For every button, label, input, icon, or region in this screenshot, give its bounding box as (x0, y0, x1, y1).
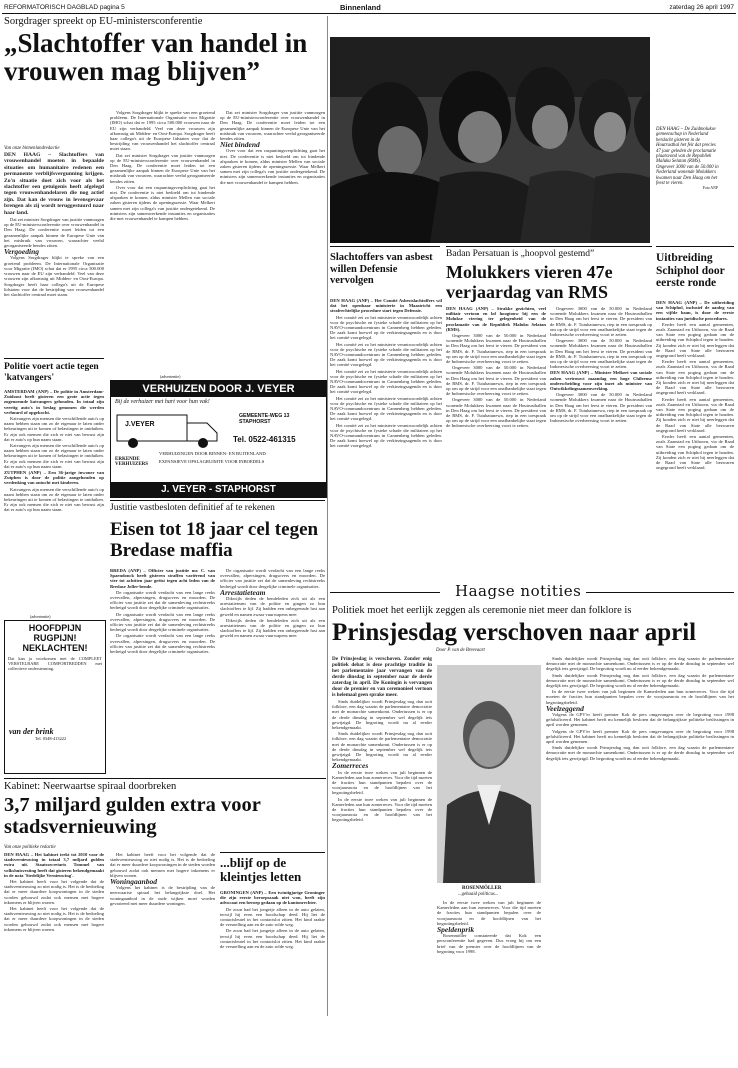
schiphol-headline: Uitbreiding Schiphol door eerste ronde (656, 252, 725, 289)
notities-body-4: Sinds duidelijker wordt Prinsjesdag nog dan ooit folklore, een dag waarin de parlementaire democratie met de monarchie samenkomt. Ondertussen is er op de derde dinsdag in september wel degelijk iets gewijzigd. De begroting wordt nu al eerder bekendgemaakt. (546, 672, 734, 689)
kabinet-body-3: Het kabinet heeft voor het volgende dat de stadsvernieuwing zo niet nodig is. Het is de bedoeling dat er meer duurdere koopwoningen in de steden worden gebouwd zodat ook mensen met hogere inkomens er blijven wonen. (110, 852, 215, 878)
kleintjes-rule (220, 852, 325, 853)
justitie-body2-b: Dikwijls deden de bendeleden zich uit als een arrestatieteam van de politie en gingen zo hun slachtoffers te lijf. Zij hadden een onbegrensde lust aan geweld en namen zwaar vuurwapens mee. (220, 617, 325, 639)
notities-column-1 (332, 656, 432, 1016)
kabinet-rule (4, 778, 326, 779)
justitie-rule (110, 500, 325, 501)
schiphol-text: Eerder heeft een aantal gemeenten, zoals Zaanstad en Uithoorn, via de Raad van State een poging gedaan om de uitbreiding van Schiphol tegen te houden. Zij konden zich er niet bij neerleggen dat de Raad van State alle bezwaren ongegrond heeft verklaard. (656, 321, 734, 359)
katvangers-body (4, 389, 104, 565)
asbest-rule (330, 246, 440, 247)
rosenmoller-photo (437, 665, 541, 883)
justitie-body-3: De organisatie wordt verdacht van een lange reeks overvallen, afpersingen, drugsovers en moorden. De officier van justitie zei dat de samenleving rechtstreeks bedreigd wordt door dergelijke criminele organisaties. (110, 633, 215, 655)
justitie-headline: Eisen tot 18 jaar cel tegen Bredase maffia (110, 519, 319, 561)
rosenmoller-name: ROSENMÖLLER (462, 886, 502, 891)
notities-body4: Volgens de GPV'er heeft premier Kok de pers omgevangen over de begroting voor 1998 gefalsificeerd. Het kabinet heeft nu kennelijk besloten dat de belangrijkste politieke beslissingen in april worden genomen. (546, 712, 734, 728)
asbest-lead: DEN HAAG (ANP) – Het Comité Asbestslachtoffers wil dat het openbaar ministerie in Maastricht een strafrechtelijke procedure start tegen Defensie. (330, 298, 442, 314)
asbest-body (330, 298, 442, 578)
molukkers-melkert: DEN HAAG (ANP) – Minister Melkert van sociale zaken vertrouwt maandag een hoge Chileense onderscheiding voor zijn inzet als minister van Ontwikkelingssamenwerking. (550, 370, 652, 392)
justitie-column-2 (220, 568, 325, 768)
page-header-right: zaterdag 26 april 1997 (669, 4, 734, 11)
notities-body3: Rosenmöller constateerde dat Kok een persconferentie had gegeven. Dus vroeg hij om een brief van de premier over de hoofdlijnen van de begroting voor 1998. (437, 933, 541, 954)
katvangers-lead: AMSTERDAM (ANP) – De politie in Amsterdam-Zuidoost heeft gisteren een grote actie tegen zogenoemde katvangers gehouden. In totaal zijn veertig auto's in beslag genomen die werden verhuurd of opgekocht. (4, 389, 104, 415)
kleintjes-lead: GRONINGEN (ANP) – Een twintigjarige Groninger die zijn eerste beroepszaak niet won, heeft zijn advocaat een beroep gedaan op de kantonrechter. (220, 890, 325, 906)
molukkers-kicker: Badan Persatuan is „hoopvol gestemd” (446, 249, 595, 259)
molukkers-rule (446, 246, 652, 247)
notities-lead: De Prinsjesdag is verschoven. Zonder enig politiek debat is deze prachtige traditie in het parlementaire jaar vervangen van de derde dinsdag in september naar de derde zaterdag in april. De Koningin is vervangen door de premier en van ceremonieel vertoon is helemaal geen sprake meer. (332, 656, 432, 698)
page-header-left: REFORMATORISCH DAGBLAD pagina 5 (4, 4, 125, 11)
eu-subhead: Vergoeding (4, 247, 40, 257)
eu-body3: Over voor dat een raspuntingsverplichting gaat het niet. De conferentie is niet bedoeld om tot bindende afspraken te komen, aldus minister Mellen van sociale zaken gisteren tijdens de openingssessie. Waar Melkert samen met zijn collega's van justitie ondergetekend. De ministers zijn samenwerkende instanties en organisaties die met vrouwenhandel te kampen hebben. (220, 148, 325, 185)
notities-body-5: Sinds duidelijker wordt Prinsjesdag nog dan ooit folklore, een dag waarin de parlementaire democratie met de monarchie samenkomt. Ondertussen is er op de derde dinsdag in september wel degelijk iets gewijzigd. De begroting wordt nu al eerder bekendgemaakt. (546, 745, 734, 761)
notities-subhead3: Veelzeggend (546, 703, 584, 713)
kabinet-lead: DEN HAAG – Het kabinet trekt tot 2010 voor de stadsvernieuwing in totaal 3,7 miljard gulden extra uit. Staatssecretaris Tommel van volkshuisvesting heeft dat gisteren bekendgemaakt in de nota 'Stedelijke Vernieuwing'. (4, 852, 104, 878)
notities-body2-c: In de eerste twee weken van juli beginnen de Kamerleden aan hun zomerreces. Voor die tijd moeten de fracties hun standpunten bepalen over de voorjaarsnota en de hoofdlijnen van het begrotingsbeleid. (437, 900, 541, 926)
kabinet-byline: Van onze politieke redactie (4, 845, 56, 850)
justitie-subhead: Arrestatieteam (220, 587, 266, 597)
eu-kicker: Sorgdrager spreekt op EU-ministersconferentie (4, 16, 203, 27)
column-divider-1 (327, 16, 328, 1016)
notities-body2-b: In de eerste twee weken van juli beginnen de Kamerleden aan hun zomerreces. Voor die tijd moeten de fracties hun standpunten bepalen over de voorjaarsnota en de hoofdlijnen van het begrotingsbeleid. (332, 796, 432, 823)
eu-body-b: Dat zei minister Sorgdrager van justitie vanmorgen op de EU-ministersconferentie over vrouwenhandel in Den Haag. De conferentie moet leiden tot een gezamenlijke aanpak binnen de Europese Unie van het misbruik van vrouwen, waarachter veelal georganiseerde bendes zitten. (110, 152, 215, 184)
main-photo (330, 37, 722, 243)
justitie-kicker: Justitie vastbesloten definitief af te rekenen (110, 503, 275, 513)
kabinet-subhead: Woningaanbod (110, 877, 157, 887)
molukkers-column-1 (446, 306, 546, 578)
ad-verhuizen-footer: J. VEYER - STAPHORST (111, 482, 326, 497)
ad-verhuizen-badge: ERKENDE VERHUIZERS (115, 457, 149, 467)
molukkers-lead: DEN HAAG (ANP) – Strakke gezichten, veel militair vertoon en lof hoogtouw bij een de Molukse viering ter gelegenheid van de proclamatie van de Republiek Maluku Selatan (RMS). (446, 306, 546, 332)
kleintjes-text: De zoon had het jongetje alleen in de auto gelaten, terwijl hij even een boodschap deed. Hij liet de contactsleutel in het contactslot zitten. Het kind raakte de versnelling aan en de auto rolde weg. (220, 906, 325, 928)
page-header-center: Binnenland (340, 3, 381, 12)
schiphol-text-4: Eerder heeft een aantal gemeenten, zoals Zaanstad en Uithoorn, via de Raad van State een poging gedaan om de uitbreiding van Schiphol tegen te houden. Zij konden zich er niet bij neerleggen dat de Raad van State alle bezwaren ongegrond heeft verklaard. (656, 434, 734, 471)
justitie-lead: BREDA (ANP) – Officier van justitie mr. C. van Spaendonck heeft gisteren straffen variërend van vier tot achttien jaar geëist tegen acht leden van de Bredase Joller-bende. (110, 568, 215, 589)
kabinet-headline: 3,7 miljard gulden extra voor stadsvernieuwing (4, 794, 261, 838)
notities-headline: Prinsjesdag verschoven naar april (332, 619, 697, 646)
katvangers-rule (4, 358, 104, 359)
notities-body2: In de eerste twee weken van juli beginnen de Kamerleden aan hun zomerreces. Voor die tijd moeten de fracties hun standpunten bepalen over de voorjaarsnota en de hoofdlijnen van het begrotingsbeleid. (332, 769, 432, 796)
kleintjes-body (220, 890, 325, 1018)
kleintjes-text-2: De zoon had het jongetje alleen in de auto gelaten, terwijl hij even een boodschap deed. Hij liet de contactsleutel in het contactslot zitten. Het kind raakte de versnelling aan en de auto rolde weg. (220, 928, 325, 950)
notities-banner: Haagse notities (455, 582, 582, 600)
notities-body4-b: Volgens de GPV'er heeft premier Kok de pers omgevangen over de begroting voor 1998 gefalsificeerd. Het kabinet heeft nu kennelijk besloten dat de belangrijkste politieke beslissingen in april worden genomen. (546, 728, 734, 745)
notities-body-2: Sinds duidelijker wordt Prinsjesdag nog dan ooit folklore, een dag waarin de parlementaire democratie met de monarchie samenkomt. Ondertussen is er op de derde dinsdag in september wel degelijk iets gewijzigd. De begroting wordt nu al eerder bekendgemaakt. (332, 731, 432, 763)
ad-verhuizen-tag: (advertentie) (160, 374, 181, 379)
eu-subhead2: Niet bindend (220, 140, 260, 150)
molukkers-body-2: Ongeveer 3000 van de 50.000 in Nederland wonende Molukkers kwamen naar de Houtrusthallen in Den Haag om het feest te vieren. De president van de RMS, dr. F. Tutuhatunewa, riep in een toespraak op om op de strijd voor een onafhankelijke staat tegen de Indonesische overheersing voort te zetten. (446, 365, 546, 397)
ad-hoofdpijn-body: Dat kan ja voorkomen met de COMPLEET VERSTELBARE COMFORTBEDDEN met collectieve ondersteuning. (8, 656, 102, 672)
asbest-text-2: Het comité zei zo het ministerie verantwoordelijk achten voor de psychische en fysieke schade die militairen op het NAVO-commandocentrum in Cannenberg hebben geleden. De zaak komt hoewel op de verkiezingsagenda en is door het comité voorgelegd. (330, 341, 442, 368)
molukkers-body: Ongeveer 3000 van de 50.000 in Nederland wonende Molukkers kwamen naar de Houtrusthallen in Den Haag om het feest te vieren. De president van de RMS, dr. F. Tutuhatunewa, riep in een toespraak op om op de strijd voor een onafhankelijke staat tegen de Indonesische overheersing voort te zetten. (446, 333, 546, 365)
eu-body3-a: Over voor dat een raspuntingsverplichting gaat het niet. De conferentie is niet bedoeld om tot bindende afspraken te komen, aldus minister Mellen van sociale zaken gisteren tijdens de openingssessie. Waar Melkert samen met zijn collega's van justitie ondergetekend. De ministers zijn samenwerkende instanties en organisaties die met vrouwenhandel te kampen hebben. (110, 184, 215, 222)
eu-body2-a: Volgens Sorgdrager blijkt te spreke van een groeiend probleem. De Internationale Organisatie voor Migratie (IMO) schat dat er 1995 circa 500.000 vrouwen naar de EU zijn verhandeld. Veel van deze vrouwen zijn afkomstig uit Midden- en Oost-Europa. Sorgdrager heeft haar collega's uit de Europese lidstaten voor dat de bestrijding van vrouwenhandel het slachtoffer centraal moet staan. (4, 255, 104, 297)
kabinet-column-1 (4, 852, 104, 1018)
truck-icon (115, 411, 233, 453)
schiphol-rule (656, 246, 734, 247)
zutphen-lead: ZUTPHEN (ANP) – Een 36-jarige inwoner van Zutphen is door de politie aangehouden op verdenking van ontucht met kinderen. (4, 470, 104, 486)
eu-body: Dat zei minister Sorgdrager van justitie vanmorgen op de EU-ministersconferentie over vrouwenhandel in Den Haag. De conferentie moet leiden tot een gezamenlijke aanpak binnen de Europese Unie van het misbruik van vrouwen, waarachter veelal georganiseerde bendes zitten. (4, 217, 104, 249)
katvangers-text-2: Katvangers zijn mensen die verschillende auto's op naam hebben staan om zo de eigenaar te laten onder bekeuringen uit te komen of belastingen te ontduiken. Er zijn ook mensen die zich er niet van bewust zijn dat er auto's op hun naam staan. (4, 443, 104, 469)
ad-verhuizen-services2: EXPANSIEVE OPSLAGRUIMTE VOOR INBOEDELS (159, 459, 265, 464)
justitie-body-2: De organisatie wordt verdacht van een lange reeks overvallen, afpersingen, drugsovers en moorden. De officier van justitie zei dat de samenleving rechtstreeks bedreigd wordt door dergelijke criminele organisaties. (110, 611, 215, 633)
schiphol-body (656, 300, 734, 590)
kabinet-body2: Volgens het kabinet is de bestrijding van de neerwaartse spiraal het belangrijkste doel. Het woningaanbod in de oude wijken moet worden gevarieerd met meer duurdere woningen. (110, 885, 215, 906)
ad-verhuizen-title: VERHUIZEN DOOR J. VEYER (111, 381, 326, 397)
eu-lead: DEN HAAG – Slachtoffers van vrouwenhandel moeten in bepaalde situaties om humanitaire redenen een permanente verblijfsvergunning krijgen. Zo'n situatie doet zich voor als het slachtoffer een getuigenis heeft afgelegd tegen vrouwenhandelaren die nog actief zijn. Dat kan de vrouw in levensgevaar brengen als zij wordt teruggestuurd naar haar land. (4, 152, 104, 216)
ad-hoofdpijn-contact: Tel. 0348-413222 (35, 736, 67, 741)
eu-headline: „Slachtoffer van handel in vrouwen mag blijven” (4, 28, 308, 86)
ad-verhuizen-address: GEMEENTE-WEG 13 STAPHORST (239, 413, 290, 425)
eu-byline: Van onze binnenlandredactie (4, 146, 60, 151)
eu-body-c: Dat zei minister Sorgdrager van justitie vanmorgen op de EU-ministersconferentie over vrouwenhandel in Den Haag. De conferentie moet leiden tot een gezamenlijke aanpak binnen de Europese Unie van het misbruik van vrouwen, waarachter veelal georganiseerde bendes zitten. (220, 110, 325, 142)
notities-column-3 (546, 656, 734, 1018)
molukkers-column-2 (550, 306, 652, 578)
ad-hoofdpijn-brand: van der brink (9, 727, 54, 736)
truck-label: J.VEYER (125, 421, 155, 428)
ad-verhuizen-services1: VERHUIZINGEN DOOR BINNEN- EN BUITENLAND (159, 451, 266, 456)
kabinet-body-2: Het kabinet heeft voor het volgende dat de stadsvernieuwing zo niet nodig is. Het is de bedoeling dat er meer duurdere koopwoningen in de steden worden gebouwd zodat ook mensen met hogere inkomens er blijven wonen. (4, 906, 104, 932)
katvangers-text-3: Katvangers zijn mensen die verschillende auto's op naam hebben staan om zo de eigenaar te laten onder bekeuringen uit te komen of belastingen te ontduiken. Er zijn ook mensen die zich er niet van bewust zijn dat er auto's op hun naam staan. (4, 486, 104, 513)
notities-rule-right (586, 592, 734, 593)
photo-caption: DEN HAAG – De Zuidmolukse gemeenschap in Nederland herdacht gisteren in de Houtrusthal het feit dat precies 47 jaar geleden de proclamatie plaatsvond van de Republiek Maluku Selatan (RMS). Ongeveer 3000 van de 50.000 in Nederland wonende Molukkers kwamen naar Den Haag om het feest te vieren. (656, 127, 719, 187)
molukkers-body-5: Ongeveer 3000 van de 50.000 in Nederland wonende Molukkers kwamen naar de Houtrusthallen in Den Haag om het feest te vieren. De president van de RMS, dr. F. Tutuhatunewa, riep in een toespraak op om op de strijd voor een onafhankelijke staat tegen de Indonesische overheersing voort te zetten. (550, 338, 652, 370)
molukkers-body-6: Ongeveer 3000 van de 50.000 in Nederland wonende Molukkers kwamen naar de Houtrusthallen in Den Haag om het feest te vieren. De president van de RMS, dr. F. Tutuhatunewa, riep in een toespraak op om op de strijd voor een onafhankelijke staat tegen de Indonesische overheersing voort te zetten. (550, 392, 652, 424)
kabinet-kicker: Kabinet: Neerwaartse spiraal doorbreken (4, 781, 177, 792)
kabinet-body: Het kabinet heeft voor het volgende dat de stadsvernieuwing zo niet nodig is. Het is de bedoeling dat er meer duurdere koopwoningen in de steden worden gebouwd zodat ook mensen met hogere inkomens er blijven wonen. (4, 879, 104, 905)
notities-body-3: Sinds duidelijker wordt Prinsjesdag nog dan ooit folklore, een dag waarin de parlementaire democratie met de monarchie samenkomt. Ondertussen is er op de derde dinsdag in september wel degelijk iets gewijzigd. De begroting wordt nu al eerder bekendgemaakt. (546, 656, 734, 672)
eu-column-1 (4, 152, 104, 352)
molukkers-body-4: Ongeveer 3000 van de 50.000 in Nederland wonende Molukkers kwamen naar de Houtrusthallen in Den Haag om het feest te vieren. De president van de RMS, dr. F. Tutuhatunewa, riep in een toespraak op om op de strijd voor een onafhankelijke staat tegen de Indonesische overheersing voort te zetten. (550, 306, 652, 338)
kabinet-column-2 (110, 852, 215, 1018)
molukkers-headline: Molukkers vieren 47e verjaardag van RMS (446, 262, 613, 302)
notities-column-2 (437, 900, 541, 1018)
notities-body: Sinds duidelijker wordt Prinsjesdag nog dan ooit folklore, een dag waarin de parlementaire democratie met de monarchie samenkomt. Ondertussen is er op de derde dinsdag in september wel degelijk iets gewijzigd. De begroting wordt nu al eerder bekendgemaakt. (332, 699, 432, 731)
eu-body2-b: Volgens Sorgdrager blijkt te spreke van een groeiend probleem. De Internationale Organisatie voor Migratie (IMO) schat dat er 1995 circa 500.000 vrouwen naar de EU zijn verhandeld. Veel van deze vrouwen zijn afkomstig uit Midden- en Oost-Europa. Sorgdrager heeft haar collega's uit de Europese lidstaten voor dat de bestrijding van vrouwenhandel het slachtoffer centraal moet staan. (110, 110, 215, 152)
notities-byline: Door P. van de Breevaart (436, 648, 485, 653)
asbest-text-3: Het comité zei zo het ministerie verantwoordelijk achten voor de psychische en fysieke schade die militairen op het NAVO-commandocentrum in Cannenberg hebben geleden. De zaak komt hoewel op de verkiezingsagenda en is door het comité voorgelegd. (330, 368, 442, 395)
schiphol-text-3: Eerder heeft een aantal gemeenten, zoals Zaanstad en Uithoorn, via de Raad van State een poging gedaan om de uitbreiding van Schiphol tegen te houden. Zij konden zich er niet bij neerleggen dat de Raad van State alle bezwaren ongegrond heeft verklaard. (656, 396, 734, 433)
ad-verhuizen (110, 380, 327, 498)
kleintjes-headline: ...blijf op de kleintjes letten (220, 855, 302, 884)
justitie-body: De organisatie wordt verdacht van een lange reeks overvallen, afpersingen, drugsovers en moorden. De officier van justitie zei dat de samenleving rechtstreeks bedreigd wordt door dergelijke criminele organisaties. (110, 589, 215, 611)
katvangers-headline: Politie voert actie tegen 'katvangers' (4, 362, 99, 383)
asbest-text: Het comité zei zo het ministerie verantwoordelijk achten voor de psychische en fysieke schade die militairen op het NAVO-commandocentrum in Cannenberg hebben geleden. De zaak komt hoewel op de verkiezingsagenda en is door het comité voorgelegd. (330, 314, 442, 341)
ad-hoofdpijn-tag: (advertentie) (30, 614, 51, 619)
notities-subhead2: Speldenprik (437, 925, 475, 935)
ad-hoofdpijn-headline: HOOFDPIJN RUGPIJN! NEKLACHTEN! (22, 623, 88, 653)
eu-column-3 (220, 110, 325, 340)
ad-verhuizen-phone: Tel. 0522-461315 (233, 435, 296, 444)
ad-hoofdpijn (4, 620, 106, 774)
schiphol-lead: DEN HAAG (ANP) – De uitbreiding van Schiphol, inclusief de aanleg van een vijfde baan, is door de eerste instanties van juridische procedures. (656, 300, 734, 321)
asbest-text-4: Het comité zei zo het ministerie verantwoordelijk achten voor de psychische en fysieke schade die militairen op het NAVO-commandocentrum in Cannenberg hebben geleden. De zaak komt hoewel op de verkiezingsagenda en is door het comité voorgelegd. (330, 395, 442, 422)
notities-body2-d: In de eerste twee weken van juli beginnen de Kamerleden aan hun zomerreces. Voor die tijd moeten de fracties hun standpunten bepalen over de voorjaarsnota en de hoofdlijnen van het begrotingsbeleid. (546, 689, 734, 705)
notities-rule-left (330, 592, 440, 593)
asbest-text-5: Het comité zei zo het ministerie verantwoordelijk achten voor de psychische en fysieke schade die militairen op het NAVO-commandocentrum in Cannenberg hebben geleden. De zaak komt hoewel op de verkiezingsagenda en is door het comité voorgelegd. (330, 422, 442, 449)
schiphol-text-2: Eerder heeft een aantal gemeenten, zoals Zaanstad en Uithoorn, via de Raad van State een poging gedaan om de uitbreiding van Schiphol tegen te houden. Zij konden zich er niet bij neerleggen dat de Raad van State alle bezwaren ongegrond heeft verklaard. (656, 359, 734, 396)
rosenmoller-caption: ...gehaaid politicus... (458, 892, 499, 897)
notities-subhead: Zomerreces (332, 761, 369, 771)
ad-verhuizen-slogan: Bij de verhuizer met hart voor hun vak! (115, 399, 210, 405)
katvangers-text: Katvangers zijn mensen die verschillende auto's op naam hebben staan om zo de eigenaar te laten onder bekeuringen uit te komen of belastingen te ontduiken. Er zijn ook mensen die zich er niet van bewust zijn dat er auto's op hun naam staan. (4, 416, 104, 442)
portrait-image (437, 665, 541, 883)
justitie-body-4: De organisatie wordt verdacht van een lange reeks overvallen, afpersingen, drugsovers en moorden. De officier van justitie zei dat de samenleving rechtstreeks bedreigd wordt door dergelijke criminele organisaties. (220, 568, 325, 589)
eu-column-2 (110, 110, 215, 340)
photo-caption-box (650, 37, 722, 243)
notities-kicker: Politiek moet het eerlijk zeggen als ceremonie niet meer dan folklore is (332, 605, 632, 616)
justitie-column-1 (110, 568, 215, 768)
header-rule (2, 13, 736, 14)
justitie-body2: Dikwijls deden de bendeleden zich uit als een arrestatieteam van de politie en gingen zo hun slachtoffers te lijf. Zij hadden een onbegrensde lust aan geweld en namen zwaar vuurwapens mee. (220, 596, 325, 617)
asbest-headline: Slachtoffers van asbest willen Defensie vervolgen (330, 252, 433, 286)
photo-credit: Foto ANP (702, 186, 718, 191)
molukkers-body-3: Ongeveer 3000 van de 50.000 in Nederland wonende Molukkers kwamen naar de Houtrusthallen in Den Haag om het feest te vieren. De president van de RMS, dr. F. Tutuhatunewa, riep in een toespraak op om op de strijd voor een onafhankelijke staat tegen de Indonesische overheersing voort te zetten. (446, 397, 546, 429)
